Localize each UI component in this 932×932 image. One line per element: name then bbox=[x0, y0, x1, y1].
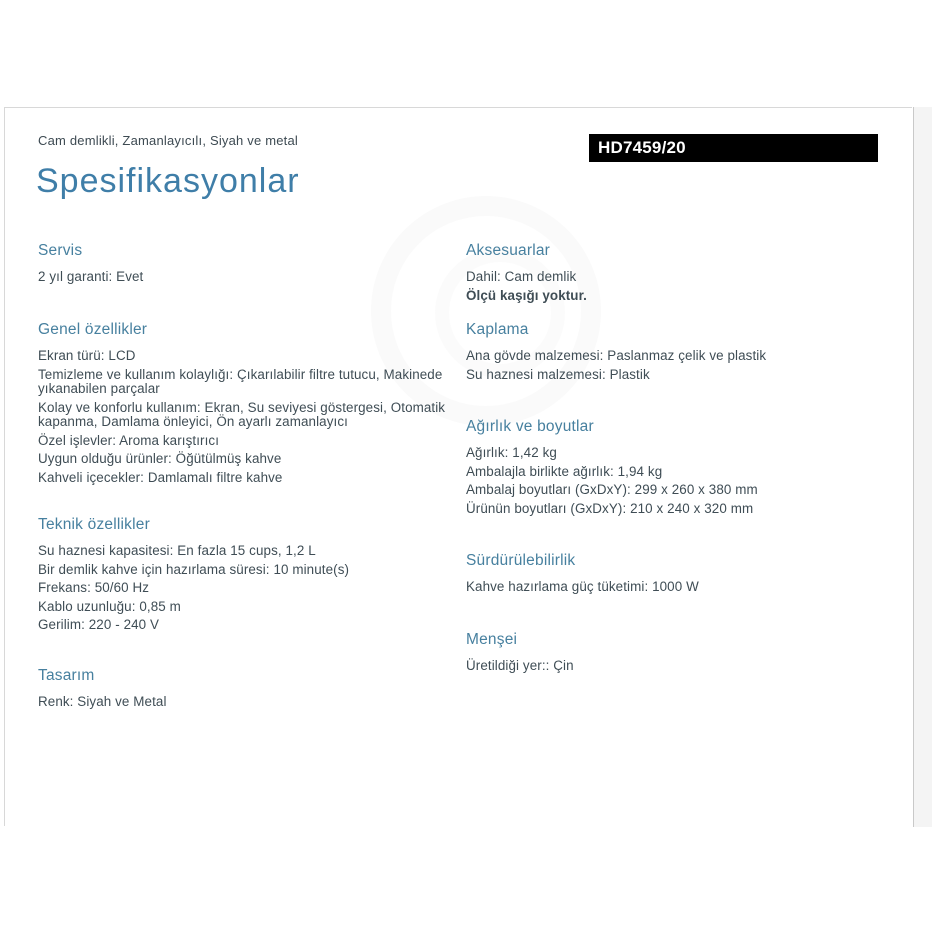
spec-item: Özel işlevler: Aroma karıştırıcı bbox=[38, 432, 220, 448]
spec-item: Dahil: Cam demlik bbox=[466, 269, 577, 284]
product-description: Cam demlikli, Zamanlayıcılı, Siyah ve metal bbox=[38, 133, 299, 148]
spec-item: Temizleme ve kullanım kolaylığı: Çıkarılabilir filtre tutucu, Makinede yıkanabilen parçalar bbox=[38, 366, 443, 396]
spec-item: Ambalajla birlikte ağırlık: 1,94 kg bbox=[466, 463, 663, 479]
spec-item: Kablo uzunluğu: 0,85 m bbox=[38, 598, 181, 614]
section-mensei bbox=[466, 630, 891, 678]
section-title-tasarim: Tasarım bbox=[38, 667, 95, 684]
spec-item: Ürünün boyutları (GxDxY): 210 x 240 x 320 mm bbox=[466, 500, 754, 516]
spec-item: Ağırlık: 1,42 kg bbox=[466, 445, 557, 460]
section-title-agirlik-ve-boyutlar: Ağırlık ve boyutlar bbox=[466, 418, 594, 435]
spec-item: Kahve hazırlama güç tüketimi: 1000 W bbox=[466, 579, 699, 594]
spec-item: Frekans: 50/60 Hz bbox=[38, 580, 150, 595]
section-tasarim bbox=[38, 666, 463, 714]
spec-item: Su haznesi malzemesi: Plastik bbox=[466, 366, 650, 382]
spec-item: Kahveli içecekler: Damlamalı filtre kahve bbox=[38, 469, 283, 485]
spec-item: Kolay ve konforlu kullanım: Ekran, Su seviyesi göstergesi, Otomatik kapanma, Damlama önleyici, Ön ayarlı zamanlayıcı bbox=[38, 399, 446, 429]
page-title: Spesifikasyonlar bbox=[36, 162, 300, 200]
spec-item: Ana gövde malzemesi: Paslanmaz çelik ve plastik bbox=[466, 348, 767, 363]
spec-item: Su haznesi kapasitesi: En fazla 15 cups, 1,2 L bbox=[38, 543, 316, 558]
section-servis bbox=[38, 241, 463, 289]
spec-item: 2 yıl garanti: Evet bbox=[38, 269, 144, 284]
spec-item: Üretildiği yer:: Çin bbox=[466, 658, 574, 673]
model-number-badge: HD7459/20 bbox=[589, 134, 878, 162]
section-title-surdurulebilirlik: Sürdürülebilirlik bbox=[466, 552, 576, 569]
section-genel-ozellikler bbox=[38, 320, 463, 489]
section-title-teknik-ozellikler: Teknik özellikler bbox=[38, 516, 150, 533]
section-agirlik-ve-boyutlar bbox=[466, 417, 891, 520]
spec-content-frame bbox=[4, 107, 912, 826]
section-surdurulebilirlik bbox=[466, 551, 891, 599]
section-title-genel-ozellikler: Genel özellikler bbox=[38, 321, 148, 338]
section-title-kaplama: Kaplama bbox=[466, 321, 529, 338]
section-title-mensei: Menşei bbox=[466, 631, 518, 648]
spec-item: Ekran türü: LCD bbox=[38, 348, 136, 363]
spec-item: Ambalaj boyutları (GxDxY): 299 x 260 x 380 mm bbox=[466, 482, 758, 497]
spec-item: Uygun olduğu ürünler: Öğütülmüş kahve bbox=[38, 451, 282, 466]
section-kaplama bbox=[466, 320, 891, 386]
section-aksesuarlar bbox=[466, 241, 891, 307]
spec-item: Gerilim: 220 - 240 V bbox=[38, 617, 160, 632]
spec-item-note-bold: Ölçü kaşığı yoktur. bbox=[466, 287, 587, 303]
section-title-servis: Servis bbox=[38, 242, 83, 259]
section-title-aksesuarlar: Aksesuarlar bbox=[466, 242, 551, 259]
section-teknik-ozellikler bbox=[38, 515, 463, 637]
spec-item: Renk: Siyah ve Metal bbox=[38, 694, 167, 709]
spec-item: Bir demlik kahve için hazırlama süresi: 10 minute(s) bbox=[38, 561, 350, 577]
scrollbar-track[interactable] bbox=[913, 107, 932, 827]
